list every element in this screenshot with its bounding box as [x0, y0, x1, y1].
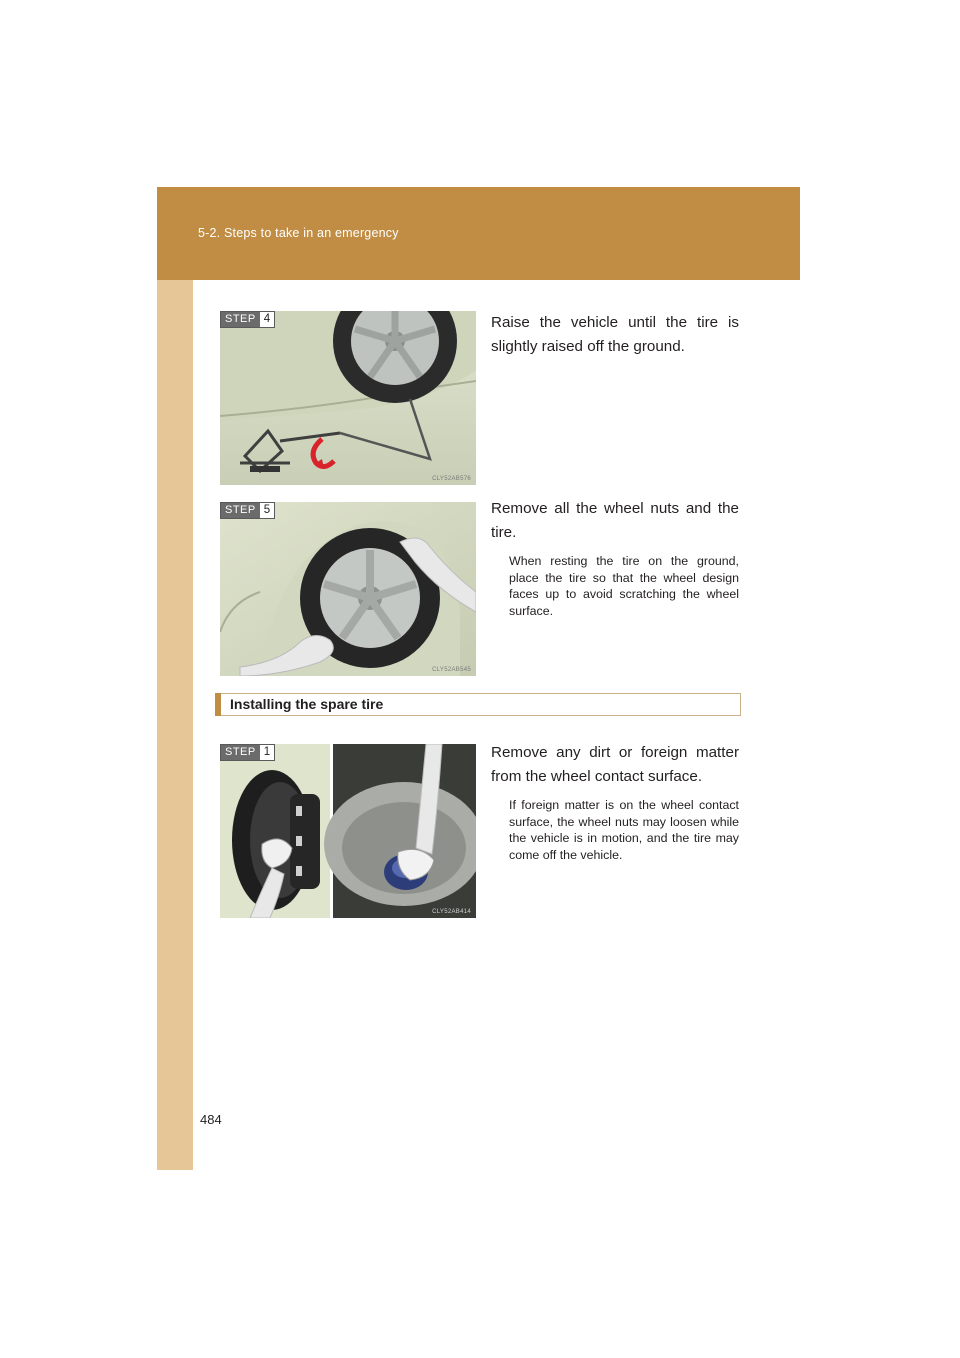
- jack-illustration: [220, 311, 476, 485]
- step-label: STEP: [221, 745, 260, 760]
- figure-code: CLY52AB414: [432, 909, 471, 915]
- step-badge: [220, 311, 275, 328]
- section-accent: [215, 693, 221, 716]
- figure-code: CLY52AB545: [432, 667, 471, 673]
- section-bar: [215, 693, 741, 716]
- remove-tire-illustration: [220, 502, 476, 676]
- figure-raise-vehicle: [220, 311, 476, 485]
- step-label: STEP: [221, 312, 260, 327]
- step-number: 1: [263, 746, 271, 758]
- clean-surface-illustration: [220, 744, 476, 918]
- figure-clean-contact-surface: [220, 744, 476, 918]
- section-title: Installing the spare tire: [230, 696, 384, 712]
- side-band: [157, 187, 193, 1170]
- step-label: STEP: [221, 503, 260, 518]
- step-number: 4: [263, 313, 271, 325]
- step-4-title: Raise the vehicle until the tire is slightly raised off the ground.: [491, 314, 739, 355]
- step-badge: [220, 502, 275, 519]
- page-number: 484: [200, 1112, 222, 1127]
- step-5-title: Remove all the wheel nuts and the tire.: [491, 500, 739, 541]
- figure-code: CLY52AB576: [432, 476, 471, 482]
- step-badge: [220, 744, 275, 761]
- step-number: 5: [263, 504, 271, 516]
- step-5-note: When resting the tire on the ground, place the tire so that the wheel design faces up to avoid scratching the wheel surface.: [509, 554, 739, 618]
- figure-remove-tire: [220, 502, 476, 676]
- install-step-1-note: If foreign matter is on the wheel contact surface, the wheel nuts may loosen while the vehicle is in motion, and the tire may come off the vehicle.: [509, 798, 739, 862]
- install-step-1-title: Remove any dirt or foreign matter from the wheel contact surface.: [491, 744, 739, 785]
- section-header: 5-2. Steps to take in an emergency: [198, 226, 399, 240]
